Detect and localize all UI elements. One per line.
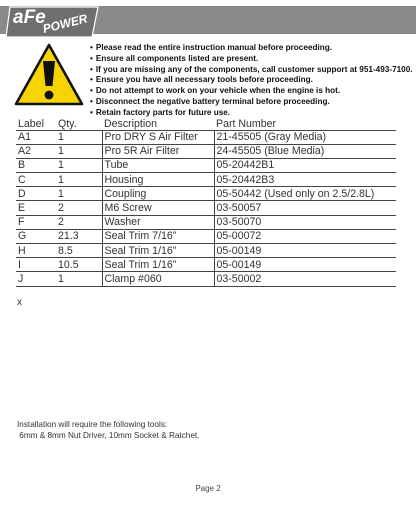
cell-part-number: 24-45505 (Blue Media) — [214, 144, 396, 158]
notice-item: • Ensure all components listed are present. — [90, 54, 412, 65]
cell-qty: 1 — [56, 144, 102, 158]
cell-description: M6 Screw — [102, 201, 214, 215]
notice-item: • If you are missing any of the components, call customer support at 951-493-7100. — [90, 65, 412, 76]
logo-afe-text: aFe — [13, 7, 46, 28]
cell-description: Washer — [102, 215, 214, 229]
table-row — [16, 272, 396, 286]
cell-label: B — [16, 158, 56, 172]
cell-part-number: 05-50442 (Used only on 2.5/2.8L) — [214, 187, 396, 201]
header-label: Label — [16, 116, 56, 130]
table-row — [16, 215, 396, 229]
cell-description: Coupling — [102, 187, 214, 201]
afe-power-logo — [6, 4, 104, 40]
notice-item: • Ensure you have all necessary tools before proceeding. — [90, 75, 412, 86]
cell-part-number: 05-00149 — [214, 244, 396, 258]
page-number: Page 2 — [195, 484, 221, 493]
cell-description: Seal Trim 1/16” — [102, 244, 214, 258]
cell-label: A1 — [16, 130, 56, 144]
cell-label: D — [16, 187, 56, 201]
table-row — [16, 229, 396, 243]
cell-description: Seal Trim 1/16” — [102, 258, 214, 272]
cell-qty: 10.5 — [56, 258, 102, 272]
table-row — [16, 130, 396, 144]
table-row — [16, 144, 396, 158]
cell-label: E — [16, 201, 56, 215]
cell-part-number: 05-20442B1 — [214, 158, 396, 172]
cell-qty: 2 — [56, 215, 102, 229]
cell-label: C — [16, 173, 56, 187]
notice-item: • Please read the entire instruction manual before proceeding. — [90, 43, 412, 54]
header-part-number: Part Number — [214, 116, 396, 130]
table-row — [16, 244, 396, 258]
parts-table — [16, 116, 396, 287]
cell-part-number: 05-20442B3 — [214, 173, 396, 187]
cell-qty: 1 — [56, 272, 102, 286]
cell-part-number: 03-50002 — [214, 272, 396, 286]
notice-item: • Retain factory parts for future use. — [90, 108, 412, 119]
cell-qty: 2 — [56, 201, 102, 215]
cell-label: H — [16, 244, 56, 258]
cell-label: A2 — [16, 144, 56, 158]
cell-qty: 1 — [56, 130, 102, 144]
cell-label: I — [16, 258, 56, 272]
notice-item: • Do not attempt to work on your vehicle when the engine is hot. — [90, 86, 412, 97]
warning-triangle-icon — [14, 43, 84, 106]
cell-qty: 1 — [56, 173, 102, 187]
cell-qty: 1 — [56, 187, 102, 201]
warning-notices — [90, 43, 412, 119]
cell-part-number: 05-00149 — [214, 258, 396, 272]
cell-description: Clamp #060 — [102, 272, 214, 286]
cell-part-number: 21-45505 (Gray Media) — [214, 130, 396, 144]
cell-description: Pro DRY S Air Filter — [102, 130, 214, 144]
table-row — [16, 158, 396, 172]
table-row — [16, 187, 396, 201]
cell-part-number: 05-00072 — [214, 229, 396, 243]
cell-qty: 21.3 — [56, 229, 102, 243]
tools-note — [17, 419, 199, 441]
table-header-row — [16, 116, 396, 130]
cell-qty: 8.5 — [56, 244, 102, 258]
logo-power-text: POWER — [41, 11, 89, 36]
tools-note-intro: Installation will require the following tools: — [17, 420, 168, 429]
cell-description: Pro 5R Air Filter — [102, 144, 214, 158]
cell-label: G — [16, 229, 56, 243]
cell-part-number: 03-50057 — [214, 201, 396, 215]
cell-description: Seal Trim 7/16” — [102, 229, 214, 243]
table-row — [16, 173, 396, 187]
cell-part-number: 03-50070 — [214, 215, 396, 229]
cell-description: Housing — [102, 173, 214, 187]
tools-note-list: 6mm & 8mm Nut Driver, 10mm Socket & Ratchet. — [17, 431, 200, 440]
header-description: Description — [102, 116, 214, 130]
cell-qty: 1 — [56, 158, 102, 172]
table-row — [16, 258, 396, 272]
stray-mark: x — [17, 297, 22, 308]
header-qty: Qty. — [56, 116, 102, 130]
cell-label: F — [16, 215, 56, 229]
table-row — [16, 201, 396, 215]
notice-item: • Disconnect the negative battery terminal before proceeding. — [90, 97, 412, 108]
cell-label: J — [16, 272, 56, 286]
cell-description: Tube — [102, 158, 214, 172]
